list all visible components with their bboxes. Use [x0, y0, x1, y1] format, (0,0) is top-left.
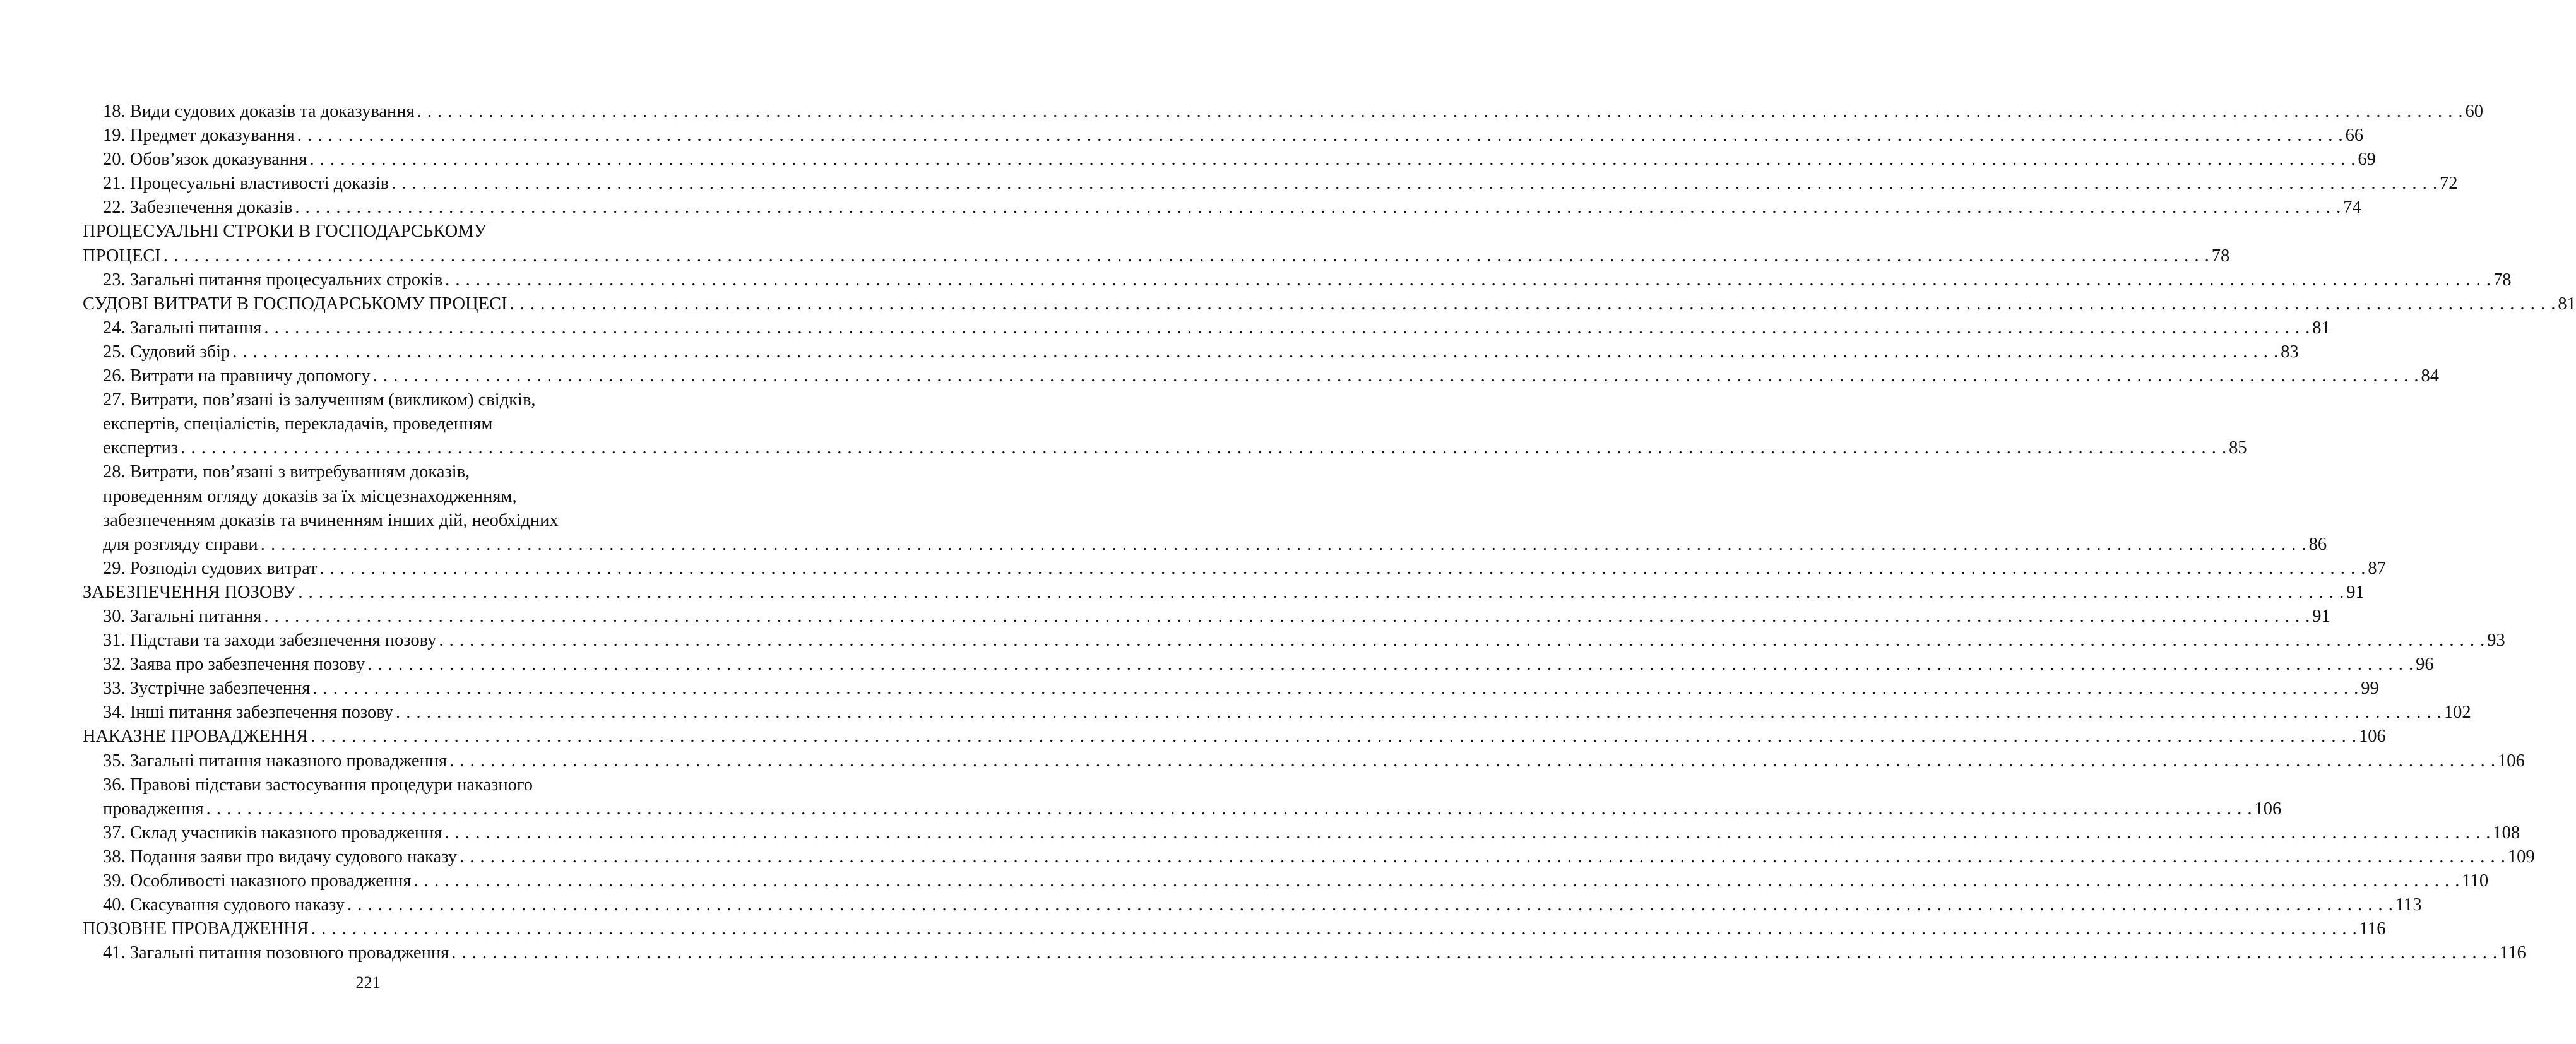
- toc-entry: [83, 364, 2439, 388]
- toc-entry: [83, 172, 2458, 196]
- toc-entry: [83, 653, 2434, 677]
- toc-entry-leader-line: [103, 821, 2520, 845]
- dot-leader: . . . . . . . . . . . . . . . . . . . . . . . . . . . . . . . . . . . . . . . . . . . . . . . . . . . . . . . . . . . . . . . . . . . . . . . . . . . . . . . . . . . . . . . . . . . . . . . . . . . . . . . . . . . . . . . . . . . . . . . . . . . . . . . . . . . . . . . . . . . . . . . . . . . . . . . . . . . . . . . . . . . . . . . . . . . . . . . . . . . . . . . . . . . . . . . . . . . . . . . .: [206, 798, 2253, 819]
- toc-page-number: 106: [2359, 727, 2386, 747]
- dot-leader: . . . . . . . . . . . . . . . . . . . . . . . . . . . . . . . . . . . . . . . . . . . . . . . . . . . . . . . . . . . . . . . . . . . . . . . . . . . . . . . . . . . . . . . . . . . . . . . . . . . . . . . . . . . . . . . . . . . . . . . . . . . . . . . . . . . . . . . . . . . . . . . . . . . . . . . . . . . . . . . . . . . . . . . . . . . . . . . . . . . . . . . . . . . . . . . . . . . . . . . .: [311, 919, 2358, 939]
- toc-entry-leader-line: [103, 893, 2422, 917]
- toc-entry: [83, 629, 2505, 653]
- toc-page-number: 66: [2345, 126, 2364, 146]
- dot-leader: . . . . . . . . . . . . . . . . . . . . . . . . . . . . . . . . . . . . . . . . . . . . . . . . . . . . . . . . . . . . . . . . . . . . . . . . . . . . . . . . . . . . . . . . . . . . . . . . . . . . . . . . . . . . . . . . . . . . . . . . . . . . . . . . . . . . . . . . . . . . . . . . . . . . . . . . . . . . . . . . . . . . . . . . . . . . . . . . . . . . . . . . . . . . . . . . . . . . . . . .: [417, 102, 2464, 121]
- toc-entry: [83, 316, 2330, 340]
- toc-entry-title-line: провадження: [103, 798, 204, 819]
- toc-entry: [83, 773, 2282, 821]
- toc-entry-title-line: 19. Предмет доказування: [103, 126, 295, 146]
- toc-entry-title-line: 35. Загальні питання наказного провадження: [103, 750, 448, 771]
- toc-page-number: 93: [2487, 631, 2505, 651]
- toc-entry-leader-line: [103, 701, 2471, 725]
- toc-entry-leader-line: [103, 196, 2361, 220]
- toc-page-number: 78: [2211, 246, 2230, 266]
- dot-leader: . . . . . . . . . . . . . . . . . . . . . . . . . . . . . . . . . . . . . . . . . . . . . . . . . . . . . . . . . . . . . . . . . . . . . . . . . . . . . . . . . . . . . . . . . . . . . . . . . . . . . . . . . . . . . . . . . . . . . . . . . . . . . . . . . . . . . . . . . . . . . . . . . . . . . . . . . . . . . . . . . . . . . . . . . . . . . . . . . . . . . . . . . . . . . . . . . . . . . . . .: [391, 174, 2438, 194]
- toc-entry: [83, 268, 2512, 292]
- toc-entry-title-line: 25. Судовий збір: [103, 341, 230, 362]
- toc-entry-leader-line: [103, 941, 2526, 965]
- dot-leader: . . . . . . . . . . . . . . . . . . . . . . . . . . . . . . . . . . . . . . . . . . . . . . . . . . . . . . . . . . . . . . . . . . . . . . . . . . . . . . . . . . . . . . . . . . . . . . . . . . . . . . . . . . . . . . . . . . . . . . . . . . . . . . . . . . . . . . . . . . . . . . . . . . . . . . . . . . . . . . . . . . . . . . . . . . . . . . . . . . . . . . . . . . . . . . . . . . . . . . . .: [449, 750, 2496, 771]
- dot-leader: . . . . . . . . . . . . . . . . . . . . . . . . . . . . . . . . . . . . . . . . . . . . . . . . . . . . . . . . . . . . . . . . . . . . . . . . . . . . . . . . . . . . . . . . . . . . . . . . . . . . . . . . . . . . . . . . . . . . . . . . . . . . . . . . . . . . . . . . . . . . . . . . . . . . . . . . . . . . . . . . . . . . . . . . . . . . . . . . . . . . . . . . . . . . . . . . . . . . . . . .: [445, 270, 2492, 290]
- toc-page-number: 91: [2312, 606, 2330, 626]
- table-of-contents: [83, 100, 2576, 965]
- toc-entry-leader-line: [103, 557, 2386, 581]
- dot-leader: . . . . . . . . . . . . . . . . . . . . . . . . . . . . . . . . . . . . . . . . . . . . . . . . . . . . . . . . . . . . . . . . . . . . . . . . . . . . . . . . . . . . . . . . . . . . . . . . . . . . . . . . . . . . . . . . . . . . . . . . . . . . . . . . . . . . . . . . . . . . . . . . . . . . . . . . . . . . . . . . . . . . . . . . . . . . . . . . . . . . . . . . . . . . . . . . . . . . . . . .: [347, 895, 2394, 915]
- dot-leader: . . . . . . . . . . . . . . . . . . . . . . . . . . . . . . . . . . . . . . . . . . . . . . . . . . . . . . . . . . . . . . . . . . . . . . . . . . . . . . . . . . . . . . . . . . . . . . . . . . . . . . . . . . . . . . . . . . . . . . . . . . . . . . . . . . . . . . . . . . . . . . . . . . . . . . . . . . . . . . . . . . . . . . . . . . . . . . . . . . . . . . . . . . . . . . . . . . . . . . . .: [297, 126, 2344, 146]
- toc-section-heading: [83, 725, 2386, 749]
- toc-entry-title-line: 21. Процесуальні властивості доказів: [103, 174, 389, 194]
- toc-entry-title-line: проведенням огляду доказів за їх місцезнаходженням,: [103, 486, 517, 506]
- toc-page-number: 102: [2443, 703, 2471, 723]
- toc-entry-title-line: ПОЗОВНЕ ПРОВАДЖЕННЯ: [83, 919, 309, 939]
- toc-entry-title-line: 39. Особливості наказного провадження: [103, 871, 412, 891]
- toc-entry-title-line: 34. Інші питання забезпечення позову: [103, 703, 393, 723]
- toc-entry: [83, 148, 2376, 172]
- toc-entry-leader-line: [103, 340, 2299, 364]
- toc-page-number: 81: [2312, 317, 2330, 338]
- dot-leader: . . . . . . . . . . . . . . . . . . . . . . . . . . . . . . . . . . . . . . . . . . . . . . . . . . . . . . . . . . . . . . . . . . . . . . . . . . . . . . . . . . . . . . . . . . . . . . . . . . . . . . . . . . . . . . . . . . . . . . . . . . . . . . . . . . . . . . . . . . . . . . . . . . . . . . . . . . . . . . . . . . . . . . . . . . . . . . . . . . . . . . . . . . . . . . . . . . . . . . . .: [460, 846, 2506, 867]
- toc-entry-title-line: 32. Заява про забезпечення позову: [103, 655, 365, 675]
- toc-entry-title-line: 29. Розподіл судових витрат: [103, 558, 318, 578]
- dot-leader: . . . . . . . . . . . . . . . . . . . . . . . . . . . . . . . . . . . . . . . . . . . . . . . . . . . . . . . . . . . . . . . . . . . . . . . . . . . . . . . . . . . . . . . . . . . . . . . . . . . . . . . . . . . . . . . . . . . . . . . . . . . . . . . . . . . . . . . . . . . . . . . . . . . . . . . . . . . . . . . . . . . . . . . . . . . . . . . . . . . . . . . . . . . . . . . . . . . . . . . .: [319, 558, 2366, 578]
- dot-leader: . . . . . . . . . . . . . . . . . . . . . . . . . . . . . . . . . . . . . . . . . . . . . . . . . . . . . . . . . . . . . . . . . . . . . . . . . . . . . . . . . . . . . . . . . . . . . . . . . . . . . . . . . . . . . . . . . . . . . . . . . . . . . . . . . . . . . . . . . . . . . . . . . . . . . . . . . . . . . . . . . . . . . . . . . . . . . . . . . . . . . . . . . . . . . . . . . . . . . . . .: [232, 341, 2279, 362]
- toc-entry: [83, 701, 2471, 725]
- toc-page-number: 60: [2465, 102, 2484, 121]
- toc-entry-title-line: 27. Витрати, пов’язані із залученням (викликом) свідків,: [103, 390, 536, 410]
- toc-entry-leader-line: [103, 629, 2505, 653]
- toc-page-number: 69: [2358, 150, 2376, 170]
- toc-entry: [83, 845, 2535, 869]
- toc-entry-title-line: експертів, спеціалістів, перекладачів, проведенням: [103, 414, 493, 434]
- toc-entry-title-line: 20. Обов’язок доказування: [103, 150, 307, 170]
- dot-leader: . . . . . . . . . . . . . . . . . . . . . . . . . . . . . . . . . . . . . . . . . . . . . . . . . . . . . . . . . . . . . . . . . . . . . . . . . . . . . . . . . . . . . . . . . . . . . . . . . . . . . . . . . . . . . . . . . . . . . . . . . . . . . . . . . . . . . . . . . . . . . . . . . . . . . . . . . . . . . . . . . . . . . . . . . . . . . . . . . . . . . . . . . . . . . . . . . . . . . . . .: [309, 150, 2356, 170]
- toc-page-number: 96: [2416, 655, 2434, 675]
- toc-entry-title-line: ПРОЦЕСІ: [83, 246, 161, 266]
- toc-entry: [83, 100, 2484, 124]
- toc-entry: [83, 340, 2299, 364]
- toc-entry: [83, 388, 2247, 460]
- toc-entry-leader-line: [103, 749, 2525, 773]
- toc-page-number: 116: [2359, 919, 2386, 939]
- toc-entry-title-line: 33. Зустрічне забезпечення: [103, 679, 311, 699]
- dot-leader: . . . . . . . . . . . . . . . . . . . . . . . . . . . . . . . . . . . . . . . . . . . . . . . . . . . . . . . . . . . . . . . . . . . . . . . . . . . . . . . . . . . . . . . . . . . . . . . . . . . . . . . . . . . . . . . . . . . . . . . . . . . . . . . . . . . . . . . . . . . . . . . . . . . . . . . . . . . . . . . . . . . . . . . . . . . . . . . . . . . . . . . . . . . . . . . . . . . . . . . .: [509, 294, 2556, 314]
- toc-section-heading: [83, 917, 2386, 941]
- toc-page-number: 87: [2368, 558, 2386, 578]
- toc-page-number: 109: [2507, 846, 2535, 867]
- toc-entry-title-line: забезпеченням доказів та вчиненням інших дій, необхідних: [103, 510, 559, 530]
- toc-entry-leader-line: [103, 268, 2512, 292]
- toc-entry-title-line: ПРОЦЕСУАЛЬНІ СТРОКИ В ГОСПОДАРСЬКОМУ: [83, 222, 487, 242]
- toc-entry-leader-line: [83, 725, 2386, 749]
- toc-section-heading: [83, 292, 2576, 316]
- toc-entry-leader-line: [103, 172, 2458, 196]
- toc-entry: [83, 605, 2330, 629]
- toc-page-number: 74: [2343, 198, 2361, 218]
- toc-entry-title-line: для розгляду справи: [103, 534, 258, 554]
- toc-entry-title-line: 26. Витрати на правничу допомогу: [103, 366, 371, 386]
- toc-entry-leader-line: [83, 244, 2230, 268]
- toc-page-number: 86: [2308, 534, 2327, 554]
- dot-leader: . . . . . . . . . . . . . . . . . . . . . . . . . . . . . . . . . . . . . . . . . . . . . . . . . . . . . . . . . . . . . . . . . . . . . . . . . . . . . . . . . . . . . . . . . . . . . . . . . . . . . . . . . . . . . . . . . . . . . . . . . . . . . . . . . . . . . . . . . . . . . . . . . . . . . . . . . . . . . . . . . . . . . . . . . . . . . . . . . . . . . . . . . . . . . . . . . . . . . . . .: [264, 317, 2311, 338]
- toc-page-number: 108: [2493, 822, 2520, 843]
- dot-leader: . . . . . . . . . . . . . . . . . . . . . . . . . . . . . . . . . . . . . . . . . . . . . . . . . . . . . . . . . . . . . . . . . . . . . . . . . . . . . . . . . . . . . . . . . . . . . . . . . . . . . . . . . . . . . . . . . . . . . . . . . . . . . . . . . . . . . . . . . . . . . . . . . . . . . . . . . . . . . . . . . . . . . . . . . . . . . . . . . . . . . . . . . . . . . . . . . . . . . . . .: [264, 606, 2311, 626]
- dot-leader: . . . . . . . . . . . . . . . . . . . . . . . . . . . . . . . . . . . . . . . . . . . . . . . . . . . . . . . . . . . . . . . . . . . . . . . . . . . . . . . . . . . . . . . . . . . . . . . . . . . . . . . . . . . . . . . . . . . . . . . . . . . . . . . . . . . . . . . . . . . . . . . . . . . . . . . . . . . . . . . . . . . . . . . . . . . . . . . . . . . . . . . . . . . . . . . . . . . . . . . .: [367, 655, 2414, 675]
- toc-entry-title-line: 24. Загальні питання: [103, 317, 262, 338]
- toc-entry-title-line: експертиз: [103, 438, 179, 458]
- dot-leader: . . . . . . . . . . . . . . . . . . . . . . . . . . . . . . . . . . . . . . . . . . . . . . . . . . . . . . . . . . . . . . . . . . . . . . . . . . . . . . . . . . . . . . . . . . . . . . . . . . . . . . . . . . . . . . . . . . . . . . . . . . . . . . . . . . . . . . . . . . . . . . . . . . . . . . . . . . . . . . . . . . . . . . . . . . . . . . . . . . . . . . . . . . . . . . . . . . . . . . . .: [439, 631, 2486, 651]
- toc-page-number: 72: [2440, 174, 2458, 194]
- toc-entry-leader-line: [103, 845, 2535, 869]
- dot-leader: . . . . . . . . . . . . . . . . . . . . . . . . . . . . . . . . . . . . . . . . . . . . . . . . . . . . . . . . . . . . . . . . . . . . . . . . . . . . . . . . . . . . . . . . . . . . . . . . . . . . . . . . . . . . . . . . . . . . . . . . . . . . . . . . . . . . . . . . . . . . . . . . . . . . . . . . . . . . . . . . . . . . . . . . . . . . . . . . . . . . . . . . . . . . . . . . . . . . . . . .: [181, 438, 2228, 458]
- toc-page-number: 106: [2254, 798, 2282, 819]
- toc-entry-title-line: 41. Загальні питання позовного провадження: [103, 943, 449, 963]
- toc-page-number: 81: [2558, 294, 2576, 314]
- toc-entry-title-line: 23. Загальні питання процесуальних строків: [103, 270, 443, 290]
- toc-entry: [83, 196, 2361, 220]
- toc-entry-leader-line: [103, 124, 2364, 148]
- toc-entry-leader-line: [103, 605, 2330, 629]
- toc-entry-title-line: 28. Витрати, пов’язані з витребуванням доказів,: [103, 462, 470, 482]
- toc-entry-leader-line: [103, 797, 2282, 821]
- toc-entry-title-line: 38. Подання заяви про видачу судового наказу: [103, 846, 458, 867]
- toc-entry-title-line: 18. Види судових доказів та доказування: [103, 102, 415, 121]
- toc-page-number: 91: [2346, 582, 2365, 602]
- dot-leader: . . . . . . . . . . . . . . . . . . . . . . . . . . . . . . . . . . . . . . . . . . . . . . . . . . . . . . . . . . . . . . . . . . . . . . . . . . . . . . . . . . . . . . . . . . . . . . . . . . . . . . . . . . . . . . . . . . . . . . . . . . . . . . . . . . . . . . . . . . . . . . . . . . . . . . . . . . . . . . . . . . . . . . . . . . . . . . . . . . . . . . . . . . . . . . . . . . . . . . . .: [311, 727, 2358, 747]
- toc-entry-title-line: 30. Загальні питання: [103, 606, 262, 626]
- dot-leader: . . . . . . . . . . . . . . . . . . . . . . . . . . . . . . . . . . . . . . . . . . . . . . . . . . . . . . . . . . . . . . . . . . . . . . . . . . . . . . . . . . . . . . . . . . . . . . . . . . . . . . . . . . . . . . . . . . . . . . . . . . . . . . . . . . . . . . . . . . . . . . . . . . . . . . . . . . . . . . . . . . . . . . . . . . . . . . . . . . . . . . . . . . . . . . . . . . . . . . . .: [413, 871, 2460, 891]
- toc-page-number: 99: [2361, 679, 2379, 699]
- toc-entry-title-line: СУДОВІ ВИТРАТИ В ГОСПОДАРСЬКОМУ ПРОЦЕСІ: [83, 294, 507, 314]
- dot-leader: . . . . . . . . . . . . . . . . . . . . . . . . . . . . . . . . . . . . . . . . . . . . . . . . . . . . . . . . . . . . . . . . . . . . . . . . . . . . . . . . . . . . . . . . . . . . . . . . . . . . . . . . . . . . . . . . . . . . . . . . . . . . . . . . . . . . . . . . . . . . . . . . . . . . . . . . . . . . . . . . . . . . . . . . . . . . . . . . . . . . . . . . . . . . . . . . . . . . . . . .: [163, 246, 2210, 266]
- toc-page-number: 83: [2281, 341, 2299, 362]
- dot-leader: . . . . . . . . . . . . . . . . . . . . . . . . . . . . . . . . . . . . . . . . . . . . . . . . . . . . . . . . . . . . . . . . . . . . . . . . . . . . . . . . . . . . . . . . . . . . . . . . . . . . . . . . . . . . . . . . . . . . . . . . . . . . . . . . . . . . . . . . . . . . . . . . . . . . . . . . . . . . . . . . . . . . . . . . . . . . . . . . . . . . . . . . . . . . . . . . . . . . . . . .: [298, 582, 2345, 602]
- toc-entry-title-line: ЗАБЕЗПЕЧЕННЯ ПОЗОВУ: [83, 582, 296, 602]
- toc-entry: [83, 677, 2379, 701]
- toc-page-number: 84: [2421, 366, 2439, 386]
- toc-entry-leader-line: [103, 653, 2434, 677]
- toc-entry-title-line: 36. Правові підстави застосування процедури наказного: [103, 774, 533, 795]
- toc-page-number: 106: [2498, 750, 2525, 771]
- toc-page-number: 113: [2395, 895, 2422, 915]
- page-number: 221: [355, 973, 381, 992]
- toc-entry-leader-line: [103, 677, 2379, 701]
- toc-entry-leader-line: [103, 100, 2484, 124]
- toc-entry-leader-line: [83, 917, 2386, 941]
- toc-entry-title-line: 40. Скасування судового наказу: [103, 895, 345, 915]
- toc-entry-title-line: НАКАЗНЕ ПРОВАДЖЕННЯ: [83, 727, 309, 747]
- toc-entry-leader-line: [83, 581, 2365, 605]
- toc-entry: [83, 869, 2489, 893]
- dot-leader: . . . . . . . . . . . . . . . . . . . . . . . . . . . . . . . . . . . . . . . . . . . . . . . . . . . . . . . . . . . . . . . . . . . . . . . . . . . . . . . . . . . . . . . . . . . . . . . . . . . . . . . . . . . . . . . . . . . . . . . . . . . . . . . . . . . . . . . . . . . . . . . . . . . . . . . . . . . . . . . . . . . . . . . . . . . . . . . . . . . . . . . . . . . . . . . . . . . . . . . .: [395, 703, 2442, 723]
- dot-leader: . . . . . . . . . . . . . . . . . . . . . . . . . . . . . . . . . . . . . . . . . . . . . . . . . . . . . . . . . . . . . . . . . . . . . . . . . . . . . . . . . . . . . . . . . . . . . . . . . . . . . . . . . . . . . . . . . . . . . . . . . . . . . . . . . . . . . . . . . . . . . . . . . . . . . . . . . . . . . . . . . . . . . . . . . . . . . . . . . . . . . . . . . . . . . . . . . . . . . . . .: [312, 679, 2359, 699]
- toc-entry-leader-line: [103, 436, 2247, 460]
- toc-entry: [83, 893, 2422, 917]
- toc-entry-leader-line: [103, 316, 2330, 340]
- toc-entry: [83, 941, 2526, 965]
- dot-leader: . . . . . . . . . . . . . . . . . . . . . . . . . . . . . . . . . . . . . . . . . . . . . . . . . . . . . . . . . . . . . . . . . . . . . . . . . . . . . . . . . . . . . . . . . . . . . . . . . . . . . . . . . . . . . . . . . . . . . . . . . . . . . . . . . . . . . . . . . . . . . . . . . . . . . . . . . . . . . . . . . . . . . . . . . . . . . . . . . . . . . . . . . . . . . . . . . . . . . . . .: [372, 366, 2419, 386]
- toc-entry-leader-line: [103, 148, 2376, 172]
- dot-leader: . . . . . . . . . . . . . . . . . . . . . . . . . . . . . . . . . . . . . . . . . . . . . . . . . . . . . . . . . . . . . . . . . . . . . . . . . . . . . . . . . . . . . . . . . . . . . . . . . . . . . . . . . . . . . . . . . . . . . . . . . . . . . . . . . . . . . . . . . . . . . . . . . . . . . . . . . . . . . . . . . . . . . . . . . . . . . . . . . . . . . . . . . . . . . . . . . . . . . . . .: [451, 943, 2498, 963]
- toc-page-number: 110: [2462, 871, 2489, 891]
- toc-page-number: 85: [2229, 438, 2247, 458]
- toc-section-heading: [83, 220, 2230, 268]
- toc-entry: [83, 124, 2364, 148]
- toc-entry-leader-line: [103, 364, 2439, 388]
- dot-leader: . . . . . . . . . . . . . . . . . . . . . . . . . . . . . . . . . . . . . . . . . . . . . . . . . . . . . . . . . . . . . . . . . . . . . . . . . . . . . . . . . . . . . . . . . . . . . . . . . . . . . . . . . . . . . . . . . . . . . . . . . . . . . . . . . . . . . . . . . . . . . . . . . . . . . . . . . . . . . . . . . . . . . . . . . . . . . . . . . . . . . . . . . . . . . . . . . . . . . . . .: [444, 822, 2491, 843]
- dot-leader: . . . . . . . . . . . . . . . . . . . . . . . . . . . . . . . . . . . . . . . . . . . . . . . . . . . . . . . . . . . . . . . . . . . . . . . . . . . . . . . . . . . . . . . . . . . . . . . . . . . . . . . . . . . . . . . . . . . . . . . . . . . . . . . . . . . . . . . . . . . . . . . . . . . . . . . . . . . . . . . . . . . . . . . . . . . . . . . . . . . . . . . . . . . . . . . . . . . . . . . .: [295, 198, 2342, 218]
- toc-entry-title-line: 31. Підстави та заходи забезпечення позову: [103, 631, 437, 651]
- toc-entry: [83, 821, 2520, 845]
- toc-page-number: 116: [2500, 943, 2526, 963]
- toc-entry-leader-line: [103, 869, 2489, 893]
- dot-leader: . . . . . . . . . . . . . . . . . . . . . . . . . . . . . . . . . . . . . . . . . . . . . . . . . . . . . . . . . . . . . . . . . . . . . . . . . . . . . . . . . . . . . . . . . . . . . . . . . . . . . . . . . . . . . . . . . . . . . . . . . . . . . . . . . . . . . . . . . . . . . . . . . . . . . . . . . . . . . . . . . . . . . . . . . . . . . . . . . . . . . . . . . . . . . . . . . . . . . . . .: [260, 534, 2307, 554]
- toc-entry-leader-line: [103, 533, 2327, 557]
- toc-entry: [83, 749, 2525, 773]
- toc-entry: [83, 557, 2386, 581]
- toc-entry-leader-line: [83, 292, 2576, 316]
- toc-entry-title-line: 22. Забезпечення доказів: [103, 198, 293, 218]
- toc-entry-title-line: 37. Склад учасників наказного провадження: [103, 822, 442, 843]
- toc-entry: [83, 460, 2327, 556]
- toc-page-number: 78: [2493, 270, 2512, 290]
- toc-section-heading: [83, 581, 2365, 605]
